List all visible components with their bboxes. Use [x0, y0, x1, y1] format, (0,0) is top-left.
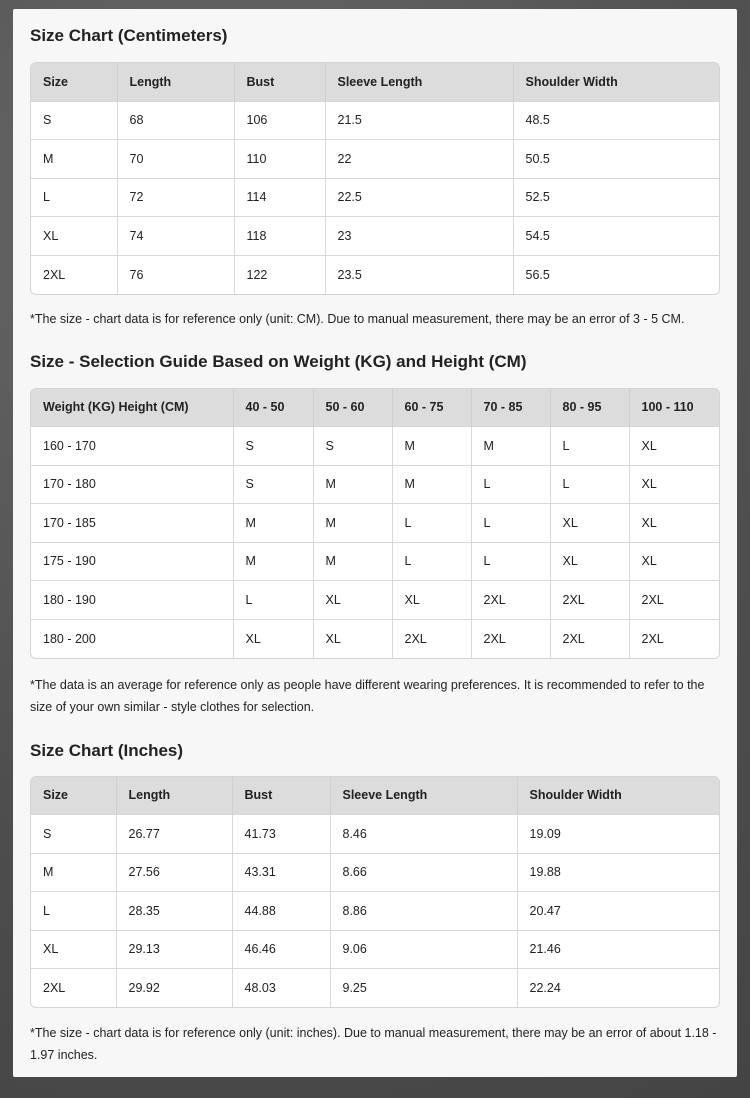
table-cell: XL — [550, 542, 629, 581]
table-row — [31, 542, 719, 581]
table-cell: 2XL — [471, 581, 550, 620]
table-cell: M — [313, 504, 392, 543]
column-header: Length — [116, 777, 232, 815]
table-cell: 54.5 — [513, 217, 719, 256]
table-row — [31, 255, 719, 294]
table-cell: XL — [550, 504, 629, 543]
table-cell: 72 — [117, 178, 234, 217]
table-row — [31, 140, 719, 179]
table-cell: XL — [629, 542, 719, 581]
table-cell: 170 - 185 — [31, 504, 233, 543]
table-cell: L — [550, 465, 629, 504]
column-header: Bust — [234, 63, 325, 101]
inch-size-table — [30, 776, 720, 1009]
table-cell: 22.5 — [325, 178, 513, 217]
table-cell: 19.88 — [517, 853, 719, 892]
table-row — [31, 619, 719, 658]
table-cell: L — [471, 542, 550, 581]
cm-size-table — [30, 62, 720, 295]
table-cell: XL — [629, 465, 719, 504]
table-row — [31, 969, 719, 1008]
table-cell: XL — [31, 217, 117, 256]
cm-chart-title: Size Chart (Centimeters) — [30, 26, 228, 45]
table-cell: M — [233, 542, 313, 581]
table-cell: 2XL — [629, 581, 719, 620]
table-cell: XL — [31, 930, 116, 969]
table-cell: 160 - 170 — [31, 427, 233, 466]
table-cell: M — [31, 853, 116, 892]
table-cell: 46.46 — [232, 930, 330, 969]
column-header: Sleeve Length — [330, 777, 517, 815]
table-cell: 170 - 180 — [31, 465, 233, 504]
table-cell: 20.47 — [517, 892, 719, 931]
table-cell: 19.09 — [517, 815, 719, 854]
table-cell: 2XL — [31, 255, 117, 294]
table-cell: M — [31, 140, 117, 179]
table-cell: S — [31, 815, 116, 854]
table-cell: XL — [313, 619, 392, 658]
column-header: Shoulder Width — [513, 63, 719, 101]
table-cell: M — [471, 427, 550, 466]
table-cell: 180 - 200 — [31, 619, 233, 658]
table-cell: 29.13 — [116, 930, 232, 969]
table-cell: 26.77 — [116, 815, 232, 854]
table-cell: 122 — [234, 255, 325, 294]
column-header: Weight (KG) Height (CM) — [31, 389, 233, 427]
inch-chart-title: Size Chart (Inches) — [30, 740, 184, 760]
table-cell: 118 — [234, 217, 325, 256]
table-row — [31, 427, 719, 466]
table-cell: 52.5 — [513, 178, 719, 217]
table-cell: 9.06 — [330, 930, 517, 969]
column-header: 70 - 85 — [471, 389, 550, 427]
table-cell: 23.5 — [325, 255, 513, 294]
table-cell: L — [233, 581, 313, 620]
table-cell: 21.46 — [517, 930, 719, 969]
size-info-card — [13, 9, 737, 1077]
table-cell: 106 — [234, 101, 325, 140]
table-cell: L — [31, 178, 117, 217]
size-guide-table — [30, 388, 720, 659]
table-cell: 28.35 — [116, 892, 232, 931]
table-cell: XL — [392, 581, 471, 620]
column-header: 50 - 60 — [313, 389, 392, 427]
table-cell: M — [313, 542, 392, 581]
column-header: Bust — [232, 777, 330, 815]
table-cell: L — [471, 504, 550, 543]
cm-chart-note: *The size - chart data is for reference only (unit: CM). Due to manual measurement, there may be an error of 3 - 5 CM. — [30, 311, 685, 326]
table-cell: 56.5 — [513, 255, 719, 294]
table-row — [31, 178, 719, 217]
table-cell: 2XL — [392, 619, 471, 658]
table-cell: 8.66 — [330, 853, 517, 892]
table-row — [31, 892, 719, 931]
table-cell: L — [392, 504, 471, 543]
table-cell: 50.5 — [513, 140, 719, 179]
table-cell: 48.03 — [232, 969, 330, 1008]
table-cell: M — [233, 504, 313, 543]
table-cell: 70 — [117, 140, 234, 179]
column-header: 40 - 50 — [233, 389, 313, 427]
table-cell: 23 — [325, 217, 513, 256]
table-cell: 44.88 — [232, 892, 330, 931]
table-cell: 48.5 — [513, 101, 719, 140]
table-cell: 76 — [117, 255, 234, 294]
column-header: 80 - 95 — [550, 389, 629, 427]
table-cell: 43.31 — [232, 853, 330, 892]
table-row — [31, 930, 719, 969]
table-cell: XL — [233, 619, 313, 658]
table-row — [31, 815, 719, 854]
table-cell: M — [392, 465, 471, 504]
table-cell: 2XL — [550, 619, 629, 658]
table-row — [31, 217, 719, 256]
column-header: Sleeve Length — [325, 63, 513, 101]
table-cell: 2XL — [471, 619, 550, 658]
table-cell: XL — [629, 504, 719, 543]
table-cell: M — [392, 427, 471, 466]
table-cell: XL — [313, 581, 392, 620]
table-cell: 2XL — [629, 619, 719, 658]
table-cell: S — [31, 101, 117, 140]
guide-title: Size - Selection Guide Based on Weight (KG) and Height (CM) — [30, 351, 527, 371]
table-header-row — [31, 63, 719, 101]
table-cell: 22 — [325, 140, 513, 179]
table-header-row — [31, 389, 719, 427]
table-cell: 8.46 — [330, 815, 517, 854]
table-row — [31, 465, 719, 504]
table-cell: 74 — [117, 217, 234, 256]
table-cell: L — [31, 892, 116, 931]
column-header: Shoulder Width — [517, 777, 719, 815]
table-cell: 175 - 190 — [31, 542, 233, 581]
column-header: Size — [31, 777, 116, 815]
table-cell: 180 - 190 — [31, 581, 233, 620]
guide-note: *The data is an average for reference only as people have different wearing preferences. It is recommended to refer to the size of your own similar - style clothes for selection. — [30, 677, 705, 714]
table-cell: L — [392, 542, 471, 581]
table-cell: M — [313, 465, 392, 504]
table-cell: 110 — [234, 140, 325, 179]
column-header: 100 - 110 — [629, 389, 719, 427]
table-row — [31, 101, 719, 140]
table-row — [31, 853, 719, 892]
table-cell: 29.92 — [116, 969, 232, 1008]
column-header: Length — [117, 63, 234, 101]
inch-chart-note: *The size - chart data is for reference only (unit: inches). Due to manual measurement, there may be an error of about 1.18 - 1.97 inches. — [30, 1026, 717, 1062]
table-cell: 21.5 — [325, 101, 513, 140]
table-cell: 2XL — [31, 969, 116, 1008]
table-header-row — [31, 777, 719, 815]
table-cell: 9.25 — [330, 969, 517, 1008]
column-header: Size — [31, 63, 117, 101]
table-cell: L — [471, 465, 550, 504]
column-header: 60 - 75 — [392, 389, 471, 427]
table-cell: S — [313, 427, 392, 466]
table-cell: S — [233, 465, 313, 504]
table-cell: 27.56 — [116, 853, 232, 892]
table-cell: L — [550, 427, 629, 466]
table-row — [31, 504, 719, 543]
table-cell: 8.86 — [330, 892, 517, 931]
table-row — [31, 581, 719, 620]
table-cell: XL — [629, 427, 719, 466]
table-cell: 2XL — [550, 581, 629, 620]
table-cell: 22.24 — [517, 969, 719, 1008]
table-cell: 114 — [234, 178, 325, 217]
table-cell: 68 — [117, 101, 234, 140]
table-cell: S — [233, 427, 313, 466]
table-cell: 41.73 — [232, 815, 330, 854]
